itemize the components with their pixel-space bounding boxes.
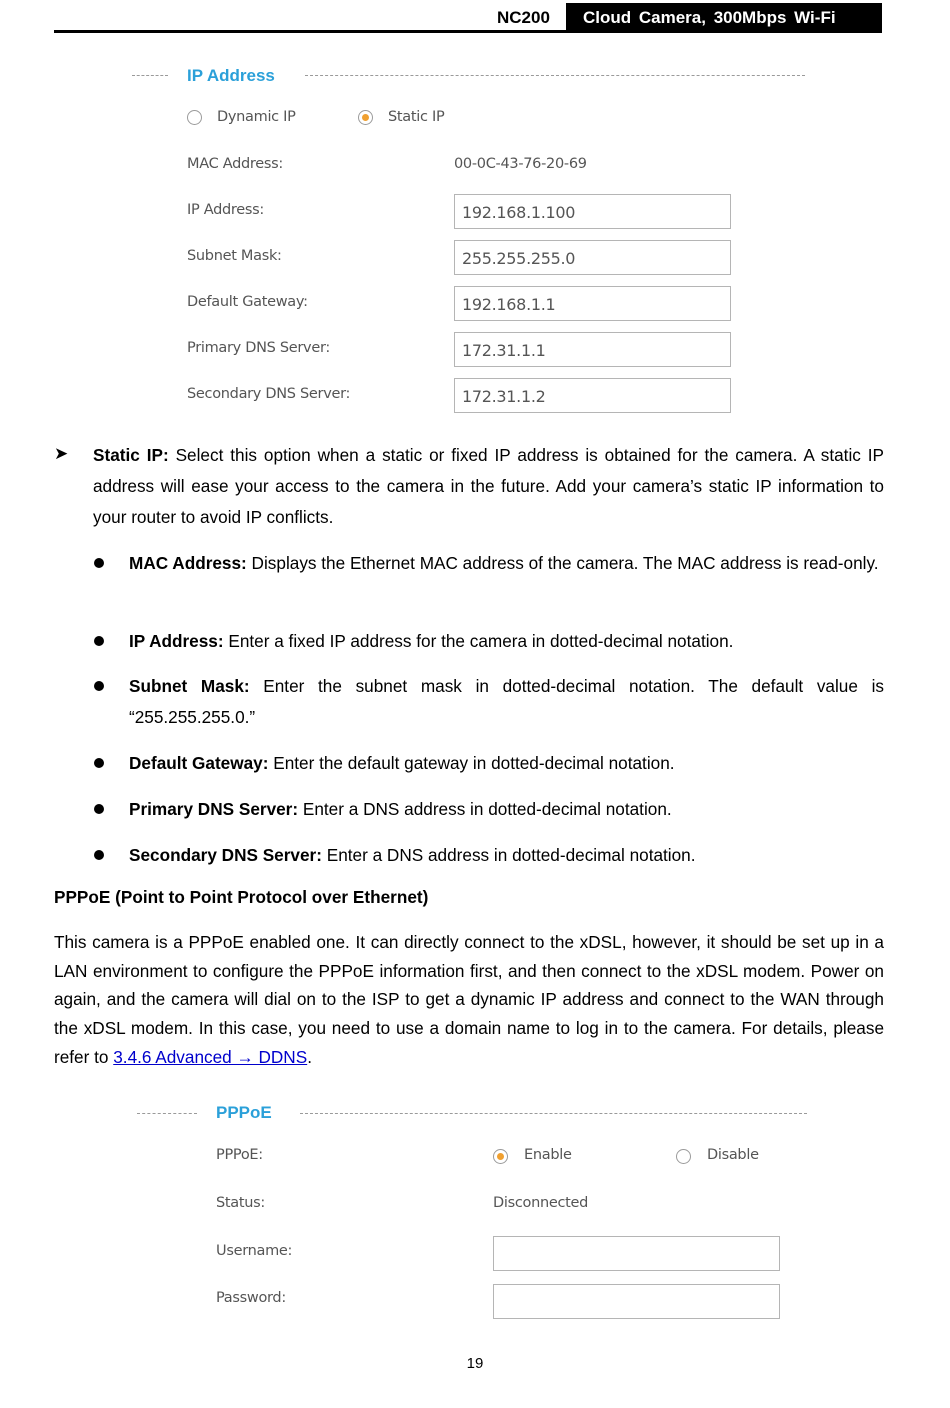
primary-dns-input[interactable]: 172.31.1.1 [454,332,731,367]
pppoe-section-title: PPPoE [216,1103,272,1122]
pppoe-enable-label: Enable [524,1147,572,1163]
bullet-ip-address [129,626,884,657]
bullet-text: Enter the default gateway in dotted-decimal notation. [268,753,675,773]
section-divider [137,1113,197,1114]
bullet-dot-icon [94,850,104,860]
password-label: Password: [216,1290,286,1306]
mac-address-label: MAC Address: [187,156,283,172]
bullet-term: Primary DNS Server: [129,799,299,819]
bullet-term: IP Address: [129,631,224,651]
dynamic-ip-label: Dynamic IP [217,109,296,125]
pppoe-paragraph-text: This camera is a PPPoE enabled one. It can directly connect to the xDSL, however, it should be set up in a LAN environment to configure the PPPoE information first, and then connect to the xDSL modem. Power on again, and the camera will dial on to the ISP to get a dynamic IP address and connect to the WAN through the xDSL modem. In this case, you need to use a domain name to log in to the camera. For details, please refer to [54,932,884,1067]
bullet-text: Enter a fixed IP address for the camera in dotted-decimal notation. [223,631,734,651]
bullet-dot-icon [94,804,104,814]
static-ip-description [93,440,884,533]
section-divider [132,75,168,76]
pppoe-enable-radio[interactable] [493,1149,508,1164]
bullet-secondary-dns [129,840,884,871]
bullet-primary-dns [129,794,884,825]
ip-section-title: IP Address [187,66,275,85]
default-gateway-input[interactable]: 192.168.1.1 [454,286,731,321]
bullet-term: MAC Address: [129,553,247,573]
username-input[interactable] [493,1236,780,1271]
bullet-text: Enter the subnet mask in dotted-decimal notation. The default value is “255.255.255.0.” [129,676,884,727]
bullet-subnet-mask [129,671,884,733]
pppoe-disable-label: Disable [707,1147,759,1163]
static-ip-term: Static IP: [93,445,169,465]
bullet-dot-icon [94,681,104,691]
page-number: 19 [466,1355,484,1372]
bullet-term: Secondary DNS Server: [129,845,322,865]
default-gateway-label: Default Gateway: [187,294,308,310]
ip-address-input[interactable]: 192.168.1.100 [454,194,731,229]
static-ip-text: Select this option when a static or fixed IP address is obtained for the camera. A static IP address will ease your access to the camera in the future. Add your camera’s static IP information to your router to avoid IP conflicts. [93,445,884,527]
arrow-bullet-icon: ➤ [54,444,69,463]
bullet-term: Default Gateway: [129,753,269,773]
bullet-dot-icon [94,636,104,646]
pppoe-heading: PPPoE (Point to Point Protocol over Ethernet) [54,887,429,907]
doc-model: NC200 [497,8,550,27]
ip-address-label: IP Address: [187,202,264,218]
bullet-term: Subnet Mask: [129,676,250,696]
section-divider [305,75,805,76]
pppoe-label: PPPoE: [216,1147,263,1163]
mac-address-value: 00-0C-43-76-20-69 [454,156,587,172]
bullet-text: Displays the Ethernet MAC address of the camera. The MAC address is read-only. [246,553,879,573]
bullet-dot-icon [94,758,104,768]
pppoe-paragraph [54,928,884,1072]
username-label: Username: [216,1243,293,1259]
secondary-dns-label: Secondary DNS Server: [187,386,351,402]
section-divider [300,1113,807,1114]
secondary-dns-input[interactable]: 172.31.1.2 [454,378,731,413]
bullet-dot-icon [94,558,104,568]
static-ip-label: Static IP [388,109,445,125]
status-label: Status: [216,1195,265,1211]
pppoe-disable-radio[interactable] [676,1149,691,1164]
bullet-default-gateway [129,748,884,779]
status-value: Disconnected [493,1195,589,1211]
bullet-text: Enter a DNS address in dotted-decimal notation. [321,845,696,865]
bullet-mac-address [129,548,884,579]
ddns-link[interactable]: 3.4.6 Advanced → DDNS [113,1046,308,1067]
primary-dns-label: Primary DNS Server: [187,340,330,356]
header-rule [54,30,882,33]
static-ip-radio[interactable] [358,110,373,125]
password-input[interactable] [493,1284,780,1319]
bullet-text: Enter a DNS address in dotted-decimal notation. [298,799,672,819]
doc-title: Cloud Camera, 300Mbps Wi-Fi [566,3,882,31]
subnet-mask-input[interactable]: 255.255.255.0 [454,240,731,275]
dynamic-ip-radio[interactable] [187,110,202,125]
subnet-mask-label: Subnet Mask: [187,248,282,264]
pppoe-paragraph-end: . [307,1046,312,1067]
